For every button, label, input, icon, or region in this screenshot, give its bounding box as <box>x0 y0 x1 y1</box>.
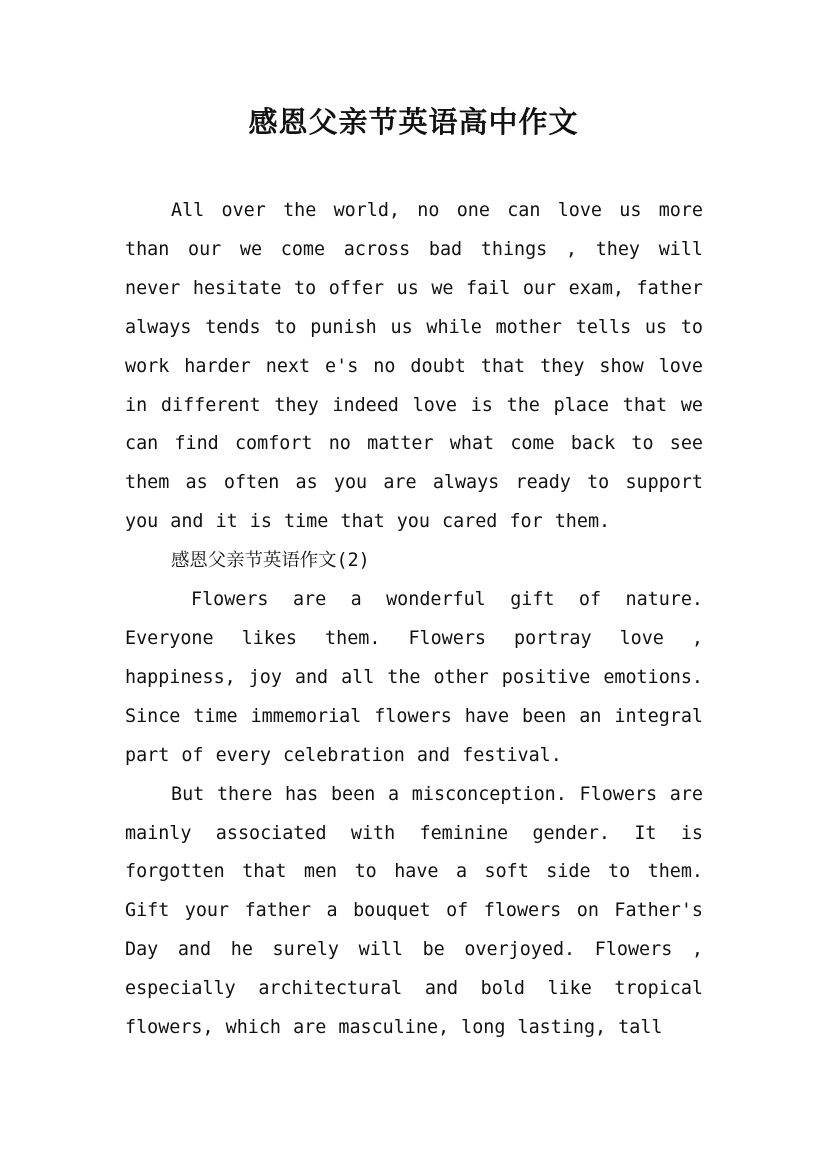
section-heading: 感恩父亲节英语作文(2) <box>171 550 370 572</box>
paragraph-3: But there has been a misconception. Flowers are mainly associated with feminine gender. It is forgotten that men to have a soft side to them. Gift your father a bouquet of flowers on Father's Day and he surely will be overjoyed. Flowers , especially architectural and bold like tropical flowers, which are masculine, long lasting, tall <box>125 783 703 1039</box>
paragraph-1: All over the world, no one can love us more than our we come across bad things , they will never hesitate to offer us we fail our exam, father always tends to punish us while mother tells us to work harder next e's no doubt that they show love in different they indeed love is the place that we can find comfort no matter what come back to see them as often as you are always ready to support you and it is time that you cared for them. <box>125 200 703 533</box>
paragraph-2: Flowers are a wonderful gift of nature. Everyone likes them. Flowers portray love , happiness, joy and all the other positive emotions. Since time immemorial flowers have been an integral part of every celebration and festival. <box>125 589 703 766</box>
document-body <box>125 192 703 1048</box>
document-title: 感恩父亲节英语高中作文 <box>248 105 579 139</box>
